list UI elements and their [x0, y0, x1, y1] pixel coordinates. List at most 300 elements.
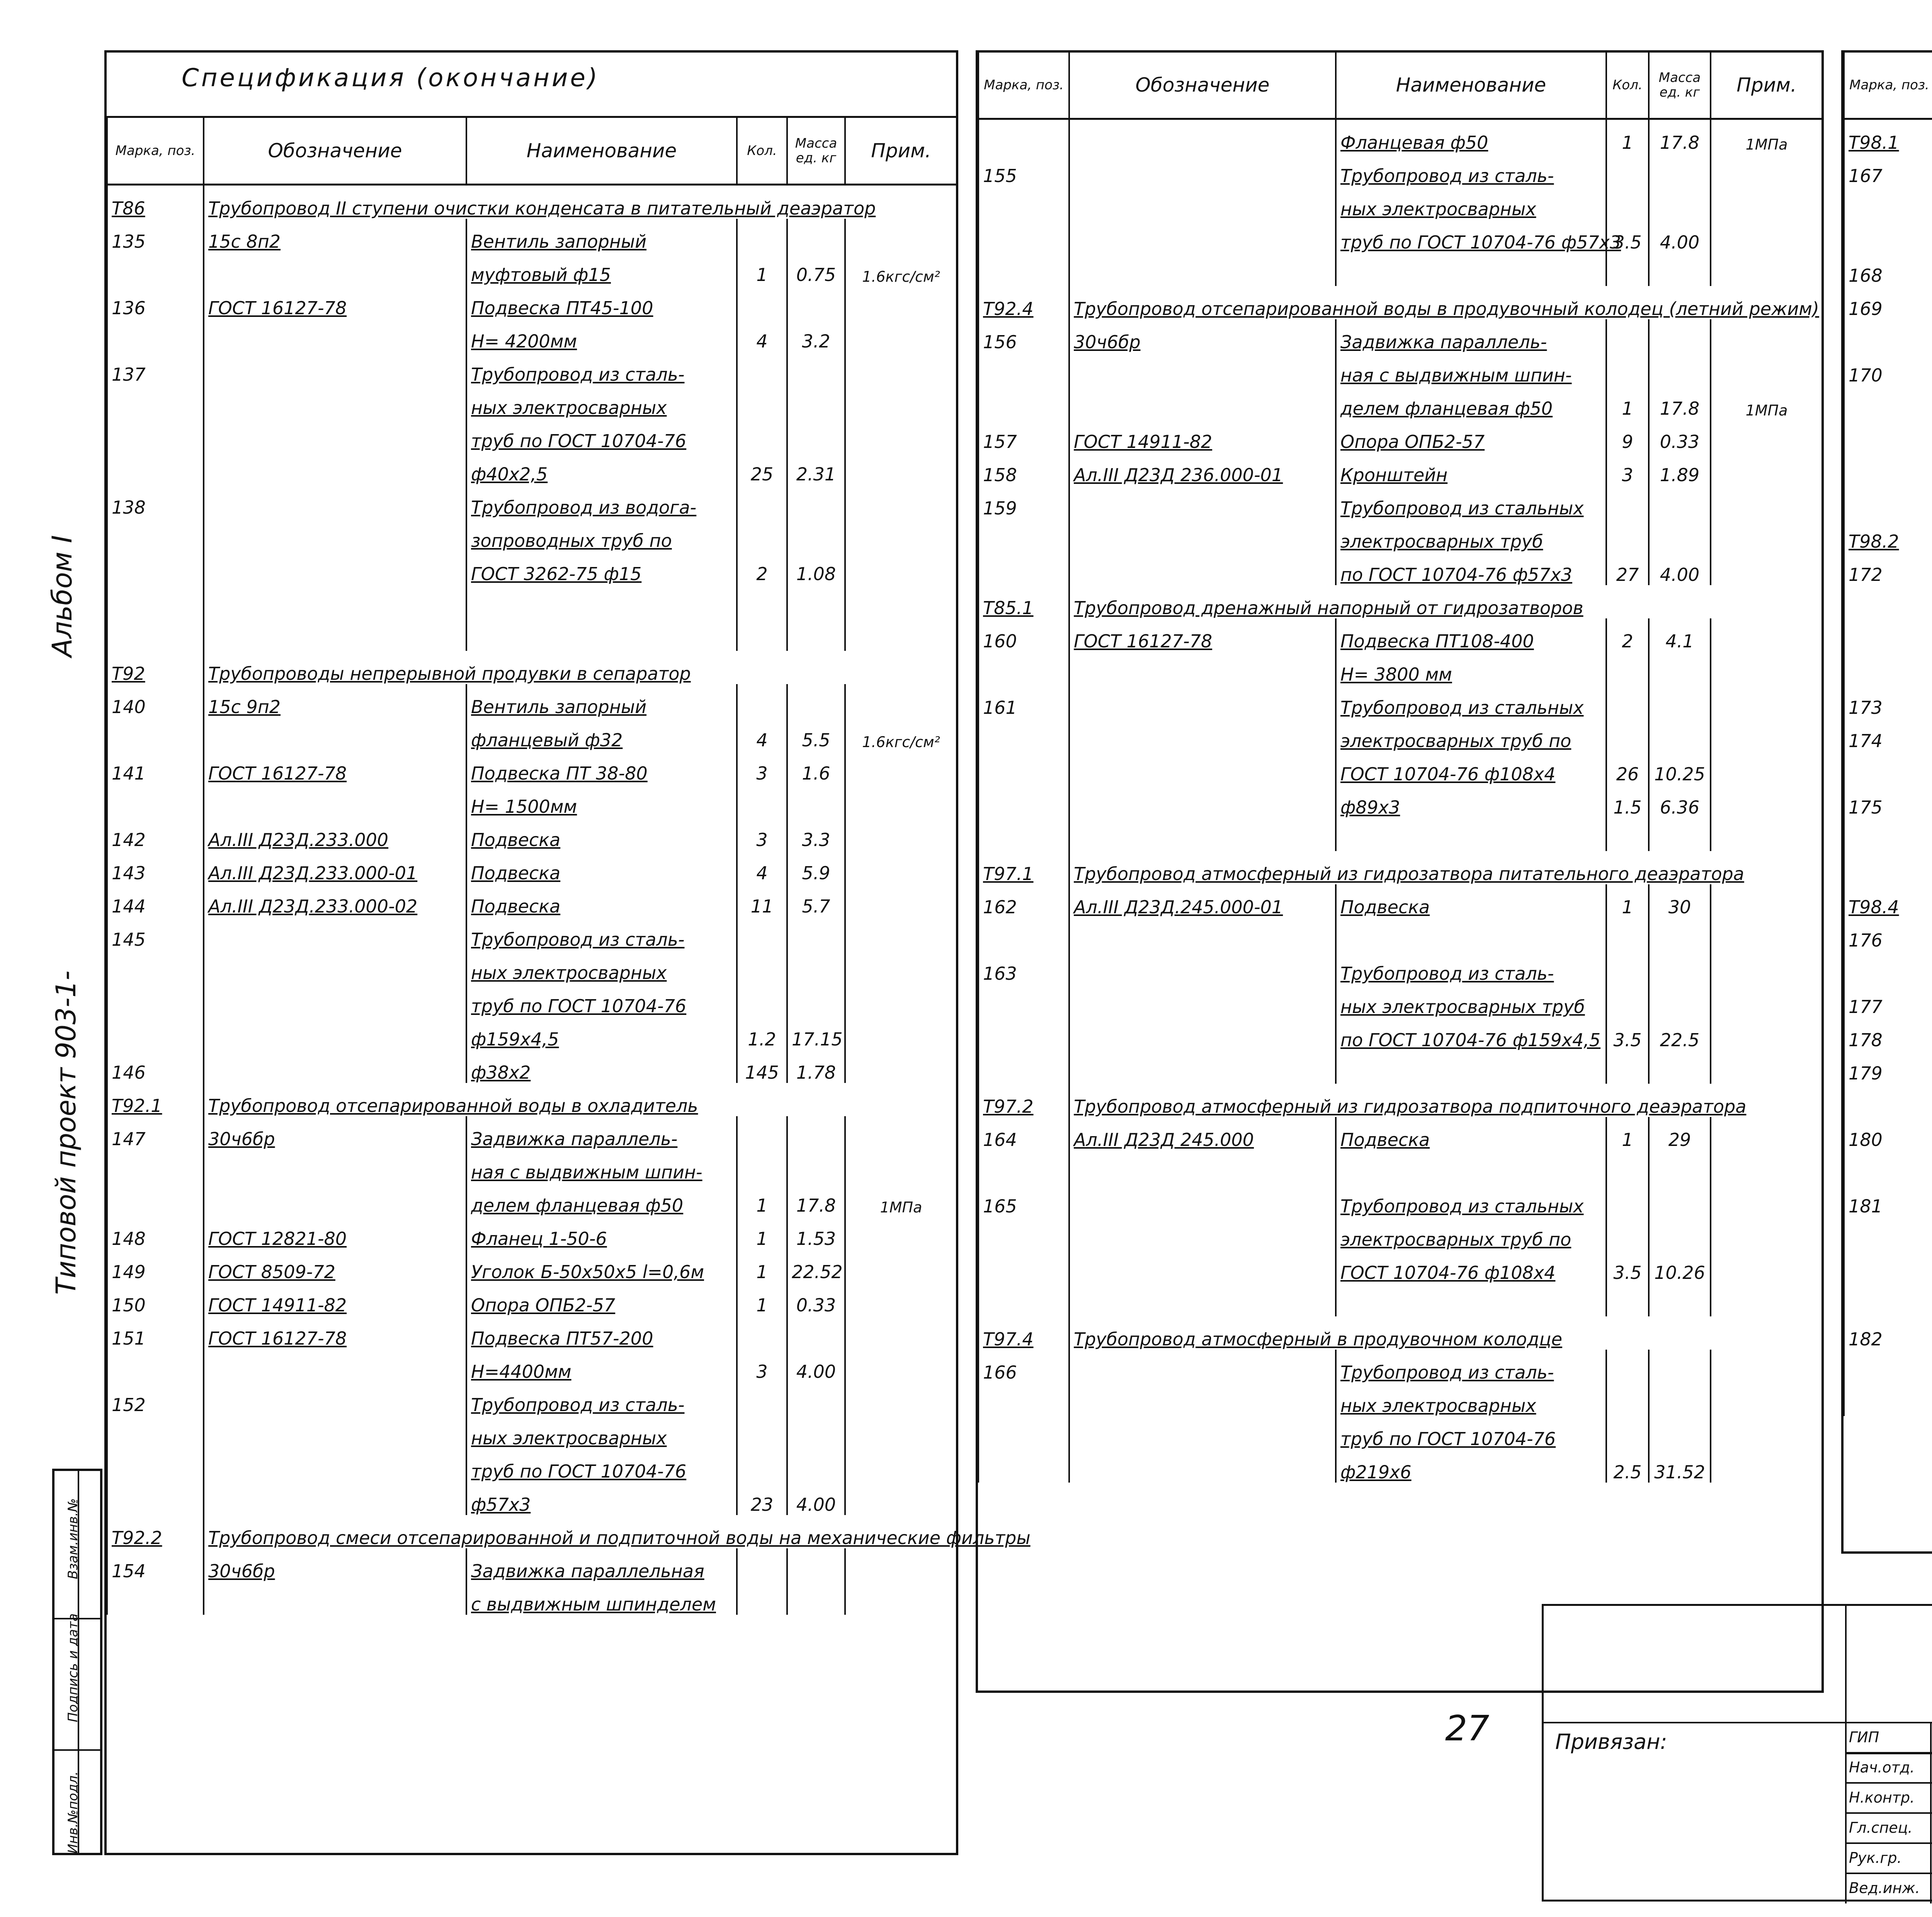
item-position: [978, 652, 1069, 685]
item-position: [1844, 1217, 1932, 1250]
item-mass: 1.78: [787, 1050, 845, 1083]
item-qty: [1606, 186, 1649, 220]
item-note: [1711, 1050, 1823, 1084]
spec-row: [1844, 585, 1932, 618]
item-note: [845, 551, 957, 584]
item-position: 166: [978, 1350, 1069, 1383]
item-name: фланцевый ф32: [466, 717, 737, 751]
item-position: [1844, 1250, 1932, 1283]
item-qty: [737, 1548, 787, 1582]
item-qty: [737, 983, 787, 1016]
item-position: [107, 618, 204, 651]
item-note: [845, 518, 957, 551]
item-note: [845, 1316, 957, 1349]
item-mass: 2.31: [787, 451, 845, 485]
item-designation: [1069, 1050, 1336, 1084]
item-position: 157: [978, 419, 1069, 452]
item-qty: 11: [737, 884, 787, 917]
spec-row: [1844, 951, 1932, 984]
spec-row: [978, 1383, 1823, 1416]
item-position: 177: [1844, 984, 1932, 1017]
item-designation: ГОСТ 16127-78: [204, 285, 466, 318]
item-mass: [1649, 1283, 1711, 1316]
item-designation: 15с 9п2: [204, 684, 466, 717]
item-mass: 4.00: [1649, 552, 1711, 585]
item-designation: [204, 618, 466, 651]
item-note: [845, 817, 957, 850]
item-designation: [204, 1149, 466, 1183]
group-code: Т98.2: [1844, 519, 1932, 552]
item-note: [1711, 951, 1823, 984]
spec-row: [978, 618, 1823, 652]
item-position: [1844, 1383, 1932, 1416]
item-position: [978, 1416, 1069, 1449]
item-designation: [1069, 519, 1336, 552]
spec-row: [107, 219, 957, 252]
item-mass: [787, 618, 845, 651]
side-stamp-strip: [52, 1469, 102, 1855]
spec-row: [978, 685, 1823, 718]
item-name: Задвижка параллель-: [466, 1116, 737, 1149]
item-name: ных электросварных труб: [1336, 984, 1606, 1017]
group-row: [978, 286, 1823, 319]
item-name: ГОСТ 10704-76 ф108х4: [1336, 751, 1606, 785]
item-note: 1.6кгс/см²: [845, 717, 957, 751]
spec-row: [1844, 386, 1932, 419]
item-mass: [1649, 818, 1711, 851]
item-qty: [1606, 485, 1649, 519]
item-designation: ГОСТ 8509-72: [204, 1249, 466, 1282]
item-mass: 4.1: [1649, 618, 1711, 652]
item-note: [845, 684, 957, 717]
item-name: Трубопровод из сталь-: [1336, 951, 1606, 984]
item-name: труб по ГОСТ 10704-76: [466, 1449, 737, 1482]
item-position: [107, 717, 204, 751]
item-position: [107, 950, 204, 983]
spec-row: [107, 285, 957, 318]
spec-row: [1844, 1217, 1932, 1250]
item-note: [1711, 1350, 1823, 1383]
item-name: Трубопровод из сталь-: [1336, 1350, 1606, 1383]
item-note: [845, 1249, 957, 1282]
item-mass: 22.5: [1649, 1017, 1711, 1050]
item-position: 162: [978, 884, 1069, 918]
item-mass: [787, 1382, 845, 1415]
spec-row: [1844, 153, 1932, 186]
group-row: [1844, 119, 1932, 153]
stamp-role: Рук.гр.: [1849, 1849, 1902, 1866]
item-name: Вентиль запорный: [466, 219, 737, 252]
spec-row: [978, 1217, 1823, 1250]
spec-row: [107, 1050, 957, 1083]
item-position: 148: [107, 1216, 204, 1249]
item-mass: 5.5: [787, 717, 845, 751]
item-position: [978, 253, 1069, 286]
item-position: [1844, 951, 1932, 984]
item-designation: [204, 485, 466, 518]
item-name: Кронштейн: [1336, 452, 1606, 485]
item-note: [1711, 352, 1823, 386]
group-row: [1844, 519, 1932, 552]
item-note: [845, 917, 957, 950]
item-designation: [204, 551, 466, 584]
item-qty: [737, 784, 787, 817]
header-mark: Марка, поз.: [978, 51, 1069, 119]
item-position: [1844, 220, 1932, 253]
item-name: по ГОСТ 10704-76 ф159х4,5: [1336, 1017, 1606, 1050]
item-name: [1336, 818, 1606, 851]
group-title: Трубопровод смеси отсепарированной и подпиточной воды на механические фильтры: [204, 1515, 957, 1548]
item-position: [978, 718, 1069, 751]
item-designation: [1069, 785, 1336, 818]
item-position: [978, 1150, 1069, 1183]
item-position: 146: [107, 1050, 204, 1083]
stamp-role: Гл.спец.: [1849, 1819, 1913, 1836]
spec-row: [978, 1183, 1823, 1217]
item-note: 1МПа: [845, 1183, 957, 1216]
item-position: [107, 385, 204, 418]
item-position: 169: [1844, 286, 1932, 319]
item-designation: [1069, 485, 1336, 519]
item-qty: 3: [737, 1349, 787, 1382]
item-position: [107, 1449, 204, 1482]
item-mass: 1.08: [787, 551, 845, 584]
item-position: [978, 386, 1069, 419]
item-name: ф89х3: [1336, 785, 1606, 818]
spec-row: [1844, 685, 1932, 718]
item-name: Трубопровод из стальных: [1336, 685, 1606, 718]
item-mass: [787, 485, 845, 518]
spec-row: [1844, 718, 1932, 751]
item-position: [978, 1250, 1069, 1283]
item-qty: [737, 1382, 787, 1415]
item-qty: 3: [1606, 452, 1649, 485]
album-side-label: Альбом I: [46, 535, 78, 657]
item-qty: 1: [737, 1183, 787, 1216]
item-name: ных электросварных: [466, 385, 737, 418]
item-mass: 22.52: [787, 1249, 845, 1282]
item-mass: [787, 1316, 845, 1349]
item-designation: 30ч6бр: [1069, 319, 1336, 352]
item-name: муфтовый ф15: [466, 252, 737, 285]
item-qty: [737, 385, 787, 418]
spec-row: [978, 918, 1823, 951]
item-qty: 25: [737, 451, 787, 485]
item-note: [1711, 452, 1823, 485]
spec-row: [1844, 1383, 1932, 1416]
item-designation: [204, 418, 466, 451]
item-mass: 31.52: [1649, 1449, 1711, 1483]
item-designation: [204, 584, 466, 618]
spec-row: [1844, 1250, 1932, 1283]
spec-row: [107, 884, 957, 917]
item-qty: [737, 684, 787, 717]
item-name: делем фланцевая ф50: [1336, 386, 1606, 419]
item-position: 161: [978, 685, 1069, 718]
item-position: [107, 1149, 204, 1183]
item-mass: [1649, 485, 1711, 519]
item-name: делем фланцевая ф50: [466, 1183, 737, 1216]
item-note: [845, 485, 957, 518]
item-note: [845, 618, 957, 651]
item-position: 141: [107, 751, 204, 784]
item-mass: [1649, 319, 1711, 352]
item-position: 170: [1844, 352, 1932, 386]
item-qty: [737, 618, 787, 651]
spec-row: [1844, 286, 1932, 319]
item-mass: 17.8: [1649, 119, 1711, 153]
stamp-role: Вед.инж.: [1849, 1880, 1920, 1897]
item-qty: [1606, 652, 1649, 685]
spec-row: [107, 917, 957, 950]
item-position: 182: [1844, 1316, 1932, 1350]
item-position: 137: [107, 352, 204, 385]
item-name: Уголок Б-50х50х5 l=0,6м: [466, 1249, 737, 1282]
item-qty: [1606, 1183, 1649, 1217]
item-qty: [1606, 918, 1649, 951]
item-note: [845, 1582, 957, 1615]
item-qty: [1606, 1283, 1649, 1316]
item-mass: [1649, 1416, 1711, 1449]
item-note: [845, 884, 957, 917]
item-note: 1МПа: [1711, 119, 1823, 153]
item-name: ных электросварных: [466, 1415, 737, 1449]
item-qty: 4: [737, 717, 787, 751]
group-title: Трубопроводы непрерывной продувки в сепаратор: [204, 651, 957, 684]
item-qty: [737, 518, 787, 551]
spec-row: [978, 119, 1823, 153]
item-position: 154: [107, 1548, 204, 1582]
item-designation: [204, 1382, 466, 1415]
item-note: [1711, 1250, 1823, 1283]
item-name: ГОСТ 10704-76 ф108х4: [1336, 1250, 1606, 1283]
spec-row: [1844, 1117, 1932, 1150]
item-note: [1711, 1283, 1823, 1316]
item-mass: [1649, 1383, 1711, 1416]
spec-row: [107, 1282, 957, 1316]
item-designation: [1069, 1183, 1336, 1217]
item-designation: [1069, 153, 1336, 186]
group-code: Т97.4: [978, 1316, 1069, 1350]
item-designation: [1069, 918, 1336, 951]
item-position: 140: [107, 684, 204, 717]
item-mass: [1649, 984, 1711, 1017]
spec-row: [107, 385, 957, 418]
spec-row: [1844, 1017, 1932, 1050]
item-name: электросварных труб по: [1336, 1217, 1606, 1250]
group-code: Т86: [107, 185, 204, 219]
item-designation: [1069, 1350, 1336, 1383]
item-name: Н= 1500мм: [466, 784, 737, 817]
item-note: [1711, 785, 1823, 818]
item-note: [845, 850, 957, 884]
item-position: [107, 418, 204, 451]
item-designation: [204, 1016, 466, 1050]
spec-row: [1844, 984, 1932, 1017]
item-designation: [1069, 751, 1336, 785]
spec-row: [978, 419, 1823, 452]
spec-row: [978, 186, 1823, 220]
spec-row: [107, 1382, 957, 1415]
item-qty: [1606, 984, 1649, 1017]
item-position: [1844, 1350, 1932, 1383]
item-qty: [1606, 352, 1649, 386]
item-position: [1844, 386, 1932, 419]
item-position: [1844, 1283, 1932, 1316]
side-stamp-inv: Инв.№подл.: [65, 1771, 81, 1854]
group-row: [978, 1084, 1823, 1117]
item-note: [845, 1449, 957, 1482]
item-mass: 1.53: [787, 1216, 845, 1249]
item-qty: [737, 285, 787, 318]
group-row: [107, 185, 957, 219]
item-designation: [1069, 352, 1336, 386]
item-designation: [204, 518, 466, 551]
spec-row: [1844, 1283, 1932, 1316]
group-code: Т92: [107, 651, 204, 684]
item-qty: [1606, 1150, 1649, 1183]
spec-row: [1844, 1150, 1932, 1183]
header-row: [107, 117, 957, 185]
item-position: [978, 918, 1069, 951]
stamp-role: Н.контр.: [1849, 1789, 1915, 1806]
item-designation: 30ч6бр: [204, 1116, 466, 1149]
item-designation: ГОСТ 14911-82: [204, 1282, 466, 1316]
item-mass: 5.9: [787, 850, 845, 884]
spec-row: [978, 319, 1823, 352]
group-row: [107, 1083, 957, 1116]
group-code: Т92.4: [978, 286, 1069, 319]
item-designation: [204, 1349, 466, 1382]
item-position: [107, 1582, 204, 1615]
spec-row: [107, 1116, 957, 1149]
item-position: [978, 785, 1069, 818]
item-note: [845, 1016, 957, 1050]
item-name: по ГОСТ 10704-76 ф57х3: [1336, 552, 1606, 585]
item-note: [845, 1282, 957, 1316]
item-designation: [204, 983, 466, 1016]
item-mass: [787, 983, 845, 1016]
spec-row: [978, 652, 1823, 685]
item-mass: 4.00: [787, 1349, 845, 1382]
item-designation: [1069, 1150, 1336, 1183]
item-qty: 4: [737, 850, 787, 884]
item-position: 173: [1844, 685, 1932, 718]
item-designation: [1069, 1383, 1336, 1416]
item-position: 181: [1844, 1183, 1932, 1217]
item-designation: [1069, 1283, 1336, 1316]
item-qty: 23: [737, 1482, 787, 1515]
spec-row: [1844, 652, 1932, 685]
item-designation: [1069, 718, 1336, 751]
item-position: [1844, 419, 1932, 452]
item-mass: 4.00: [787, 1482, 845, 1515]
item-name: [1336, 1283, 1606, 1316]
item-qty: 1: [737, 252, 787, 285]
spec-row: [107, 1349, 957, 1382]
item-position: [978, 818, 1069, 851]
spec-row: [978, 818, 1823, 851]
item-note: [1711, 1183, 1823, 1217]
item-mass: [1649, 1350, 1711, 1383]
item-name: ф159х4,5: [466, 1016, 737, 1050]
spec-row: [107, 983, 957, 1016]
spec-row: [978, 253, 1823, 286]
item-note: [845, 1050, 957, 1083]
spec-row: [1844, 918, 1932, 951]
item-designation: [1069, 1017, 1336, 1050]
item-mass: [787, 285, 845, 318]
page-number: 27: [1445, 1708, 1490, 1749]
item-mass: [1649, 685, 1711, 718]
side-stamp-sign: Подпись и дата: [65, 1613, 81, 1722]
spec-row: [978, 1117, 1823, 1150]
item-designation: [1069, 1250, 1336, 1283]
spec-row: [107, 1149, 957, 1183]
item-name: ных электросварных: [1336, 1383, 1606, 1416]
spec-row: [1844, 485, 1932, 519]
item-mass: [1649, 352, 1711, 386]
item-position: [107, 1349, 204, 1382]
item-position: [1844, 751, 1932, 785]
item-mass: [787, 1415, 845, 1449]
item-designation: [1069, 818, 1336, 851]
item-name: Трубопровод из сталь-: [466, 917, 737, 950]
item-designation: [204, 451, 466, 485]
item-note: [1711, 253, 1823, 286]
item-qty: [1606, 718, 1649, 751]
header-name: Наименование: [1336, 51, 1606, 119]
item-note: [1711, 419, 1823, 452]
item-position: [107, 983, 204, 1016]
spec-row: [1844, 618, 1932, 652]
item-name: Трубопровод из сталь-: [466, 352, 737, 385]
item-mass: [1649, 519, 1711, 552]
spec-row: [1844, 1050, 1932, 1084]
item-note: [845, 1349, 957, 1382]
item-name: электросварных труб по: [1336, 718, 1606, 751]
item-note: [1711, 186, 1823, 220]
spec-row: [107, 684, 957, 717]
item-qty: [737, 1116, 787, 1149]
spec-row: [978, 519, 1823, 552]
item-designation: [204, 950, 466, 983]
item-designation: [1069, 119, 1336, 153]
item-note: [845, 318, 957, 352]
project-side-label: Типовой проект 903-1-: [50, 970, 82, 1295]
item-position: 175: [1844, 785, 1932, 818]
item-name: ф40х2,5: [466, 451, 737, 485]
item-note: [1711, 552, 1823, 585]
item-qty: 27: [1606, 552, 1649, 585]
item-qty: 1.2: [737, 1016, 787, 1050]
spec-row: [978, 951, 1823, 984]
item-mass: [787, 584, 845, 618]
item-position: [107, 1183, 204, 1216]
item-name: Подвеска: [1336, 1117, 1606, 1150]
item-note: [845, 418, 957, 451]
item-position: 172: [1844, 552, 1932, 585]
spec-row: [1844, 1350, 1932, 1383]
item-note: [1711, 918, 1823, 951]
item-designation: Ал.III Д23Д 245.000: [1069, 1117, 1336, 1150]
group-row: [1844, 884, 1932, 918]
spec-row: [107, 817, 957, 850]
spec-row: [1844, 186, 1932, 220]
item-position: [107, 451, 204, 485]
item-qty: [1606, 1350, 1649, 1383]
spec-row: [978, 785, 1823, 818]
